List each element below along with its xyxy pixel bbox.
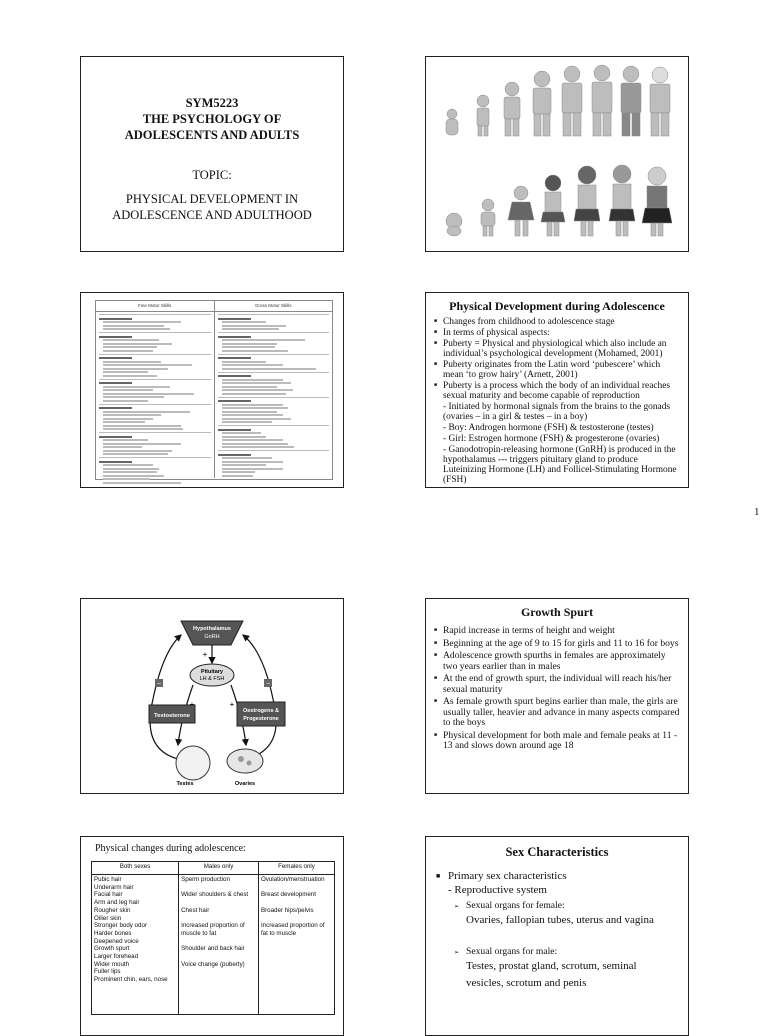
topic-line: ADOLESCENCE AND ADULTHOOD [112,208,312,222]
growth-spurt-slide [425,598,689,794]
list-item: ■ Adolescence growth spurths in females are approximately two years earlier than in males [434,651,680,672]
male-middle-age-figure [621,66,641,136]
list-item: ■ At the end of growth spurt, the individual will reach his/her sexual maturity [434,674,680,695]
list-item: ■ Rapid increase in terms of height and weight [434,626,680,637]
male-elderly-figure [650,67,670,136]
course-title [81,95,343,143]
lh-fsh-label: LH & FSH [199,676,225,682]
list-item: ■ Beginning at the age of 9 to 15 for girls and 11 to 16 for boys [434,639,680,650]
slide-title: Sex Characteristics [505,845,609,859]
table-header-row [92,862,335,875]
testosterone-feedback-arrow [150,635,181,759]
female-toddler-figure [481,199,495,236]
pituitary-label: Pituitary [200,669,224,675]
topic-line: PHYSICAL DEVELOPMENT IN [125,192,299,206]
primary-characteristics: ■ Primary sex characteristics [436,869,678,883]
course-code: SYM5223 [185,96,239,110]
physical-development-slide [425,292,689,488]
list-item: - Boy: Androgen hormone (FSH) & testosterone (testes) [443,423,654,433]
male-young-adult-figure [562,66,582,136]
female-organs-label: ➢ Sexual organs for female: [436,899,678,912]
motor-skills-header [96,301,332,312]
physical-changes-slide [80,836,344,1036]
male-adult-figure [592,65,612,136]
ovaries-shape [227,749,263,773]
list-item: ■ In terms of physical aspects: [434,328,680,338]
male-organs-label: ➢ Sexual organs for male: [436,945,678,958]
list-item: ■ Physical development for both male and female peaks at 11 - 13 and slows down around age 18 [434,731,680,752]
hypothalamus-box [181,621,243,645]
physical-development-list [434,317,680,485]
column-header: Both sexes [92,862,179,875]
female-child-figure [508,186,534,236]
physical-changes-table [91,861,335,1015]
list-item: ■ Puberty is a process which the body of an individual reaches sexual maturity and become capable of reproduction [434,381,680,401]
list-item: - Girl: Estrogen hormone (FSH) & progesterone (ovaries) [443,434,660,444]
female-baby-figure [446,213,462,236]
male-child-figure [504,82,520,136]
ovaries-label: Ovaries [234,781,256,787]
table-row [92,875,335,1015]
testosterone-label: Testosterone [154,713,190,719]
both-sexes-cell: Pubic hair Underarm hair Facial hair Arm and leg hair Rougher skin Oilier skin Stronger body odor Harder bones Deepened voice Growth spurt Larger forehead Wider mouth Fuller lips Prominent chin, ears, nose [92,875,179,1015]
fine-motor-column [96,312,214,478]
males-only-cell: Sperm production Wider shoulders & chest Chest hair Increased proportion of muscle to fat Shoulder and back hair Voice change (puberty) [179,875,259,1015]
title-slide [80,56,344,252]
oestrogens-box [237,702,285,726]
list-item: - Initiated by hormonal signals from the brains to the gonads (ovaries – in a girl & testes – in a boy) [443,402,671,422]
list-item: ■ As female growth spurt begins earlier than male, the girls are usually taller, heavier and advance in many aspects compared to the boys [434,697,680,729]
gross-motor-header: Gross Motor Skills [214,301,333,311]
motor-skills-body [96,312,332,478]
plus-sign: + [229,700,235,709]
male-organs-text: Testes, prostat gland, scrotum, seminal [466,960,637,972]
pituitary-ellipse [190,664,234,686]
life-stages-illustration [425,56,689,252]
female-teen-figure [541,175,565,236]
female-adult-figure [609,165,635,236]
topic-label: TOPIC: [192,168,232,182]
minus-sign: − [156,681,162,688]
motor-skills-slide [80,292,344,488]
slide-title: Growth Spurt [520,605,594,619]
topic-block [81,167,343,223]
oestrogen-feedback-arrow [243,635,279,759]
people-figures-image [426,57,688,251]
sex-characteristics-slide [425,836,689,1036]
testes-label: Testes [176,781,194,787]
gross-motor-column [214,312,333,478]
page-number: 1 [754,506,760,518]
male-teen-figure [533,71,551,136]
list-item: ■ Changes from childhood to adolescence stage [434,317,680,327]
motor-skills-table [95,300,333,480]
fine-motor-header: Fine Motor Skills [138,303,172,308]
oestrogens-label: Oestrogens & [242,708,280,714]
females-only-cell: Ovulation/menstruation Breast development Broader hips/pelvis Increased proportion of fat to muscle [258,875,334,1015]
testes-shape [176,746,210,780]
column-header: Males only [179,862,259,875]
plus-sign: + [202,650,208,659]
course-title-line: THE PSYCHOLOGY OF [142,112,282,126]
list-item: ■ Puberty = Physical and physiological which also include an individual’s psychological development (Mohamed, 2001) [434,339,680,359]
list-item: ■ Puberty originates from the Latin word ‘pubescere’ which mean ‘to grow hairy’ (Arnett, 2001) [434,360,680,380]
gnrh-label: GnRH [204,634,220,640]
hormone-feedback-diagram [81,599,343,793]
male-toddler-figure [477,95,489,136]
hormone-diagram-slide [80,598,344,794]
female-elderly-figure [642,167,672,236]
reproductive-system: - Reproductive system [448,884,547,896]
female-young-adult-figure [574,166,600,236]
male-organs-text: vesicles, scrotum and penis [466,977,587,989]
hypothalamus-label: Hypothalamus [193,626,231,632]
minus-sign: − [265,681,271,688]
slide-title: Physical Development during Adolescence [449,299,665,313]
slide-title: Physical changes during adolescence: [95,843,246,854]
growth-spurt-list [434,626,680,752]
female-organs-text: Ovaries, fallopian tubes, uterus and vagina [466,914,654,926]
list-item: - Ganodotropin-releasing hormone (GnRH) is produced in the hypothalamus --- triggers pituitary gland to produce Luteinizing Hormone (LH) and Follicel-Stimulating Hormone (FSH) [443,445,677,485]
column-header: Females only [258,862,334,875]
male-baby-figure [446,109,458,135]
progesterone-label: Progesterone [243,716,279,722]
course-title-line: ADOLESCENTS AND ADULTS [124,128,300,142]
